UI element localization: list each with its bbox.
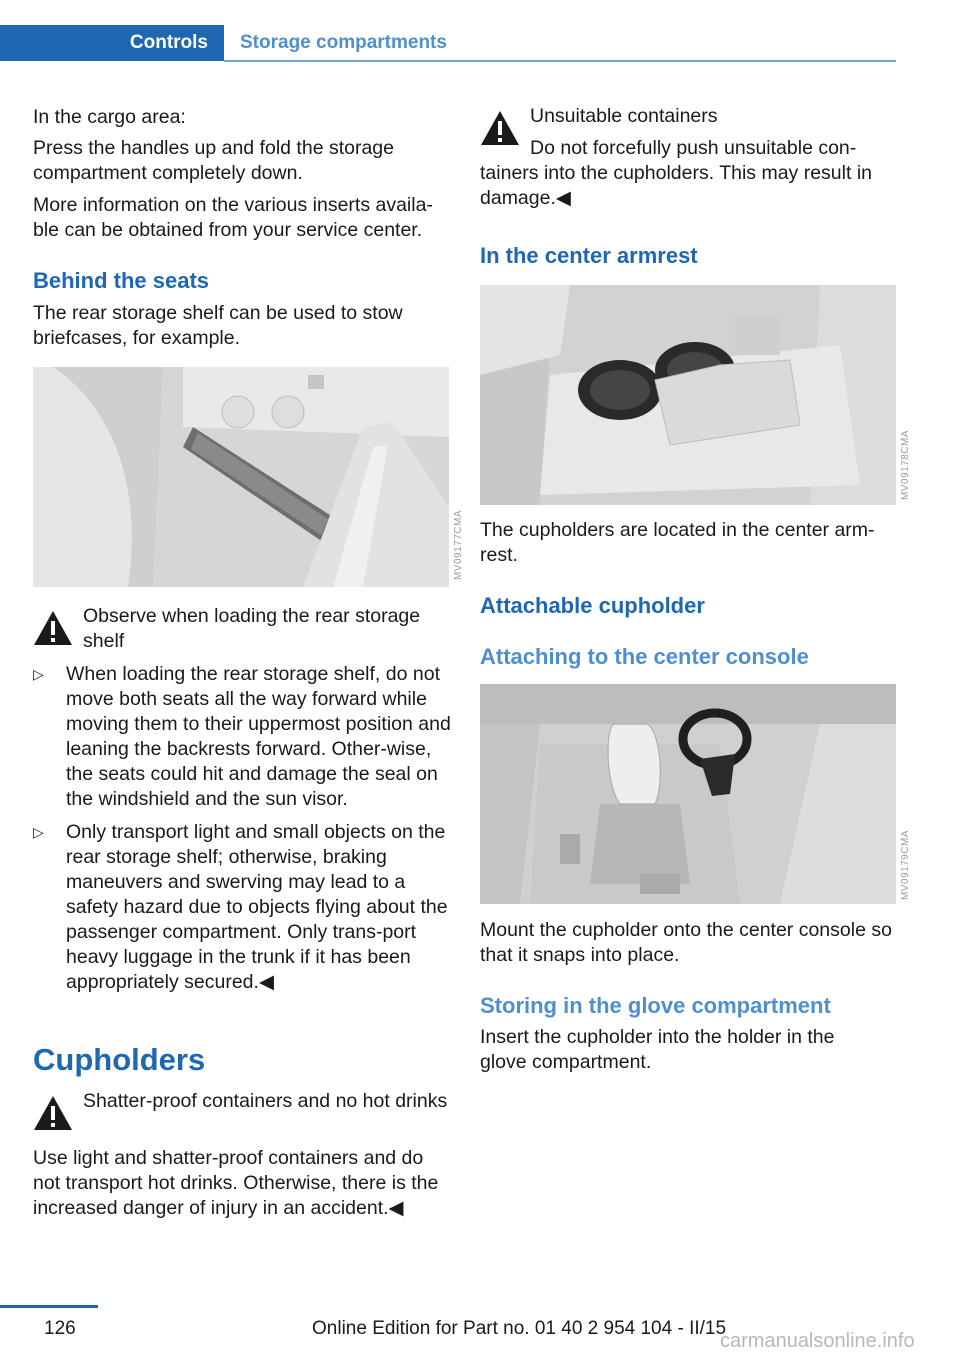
paragraph-unsuitable-containers: Do not forcefully push unsuitable con-tainers into the cupholders. This may result in damage.◀	[480, 137, 872, 209]
heading-cupholders: Cupholders	[33, 1042, 206, 1077]
warning-triangle-icon	[33, 1095, 73, 1131]
warning-unsuitable-title: Unsuitable containers	[530, 105, 718, 127]
photo-code-2: MV09178CMA	[900, 430, 911, 501]
armrest-illustration	[480, 285, 896, 505]
paragraph-rear-shelf: The rear storage shelf can be used to stow briefcases, for example.	[33, 302, 403, 349]
paragraph-insert-cupholder: Insert the cupholder into the holder in the glove compartment.	[480, 1026, 835, 1073]
page-number: 126	[44, 1318, 76, 1339]
bullet-arrow-icon: ▷	[33, 666, 44, 682]
footer-divider	[0, 1305, 98, 1308]
warning-triangle-icon	[33, 610, 73, 646]
paragraph-more-info: More information on the various inserts availa-ble can be obtained from your service center.	[33, 194, 433, 241]
heading-center-armrest: In the center armrest	[480, 243, 698, 268]
paragraph-mount-cupholder: Mount the cupholder onto the center console so that it snaps into place.	[480, 919, 892, 966]
bullet-text: When loading the rear storage shelf, do not move both seats all the way forward while moving them to their uppermost position and leaning the backrests forward. Other-wise, the seats could hit and damage the seal on the windshield and the sun visor.	[66, 663, 451, 810]
rear-shelf-illustration	[33, 367, 449, 587]
paragraph-cargo-area: In the cargo area:	[33, 106, 186, 128]
photo-attachable-cupholder	[480, 684, 896, 904]
heading-behind-seats: Behind the seats	[33, 268, 210, 293]
heading-glove-compartment: Storing in the glove compartment	[480, 993, 831, 1018]
photo-code-1: MV09177CMA	[453, 510, 464, 581]
section-tab: Controls	[0, 25, 224, 61]
photo-code-3: MV09179CMA	[900, 830, 911, 901]
header-divider	[224, 60, 896, 62]
heading-attaching-console: Attaching to the center console	[480, 644, 809, 669]
console-illustration	[480, 684, 896, 904]
photo-rear-storage-shelf	[33, 367, 449, 587]
warning-shatter-proof-title: Shatter-proof containers and no hot drinks	[83, 1090, 448, 1112]
heading-attachable-cupholder: Attachable cupholder	[480, 593, 705, 618]
warning-rear-shelf-title: Observe when loading the rear storage shelf	[83, 605, 421, 652]
edition-text: Online Edition for Part no. 01 40 2 954 104 - II/15	[312, 1318, 727, 1339]
photo-center-armrest-cupholders	[480, 285, 896, 505]
bullet-arrow-icon: ▷	[33, 824, 44, 840]
paragraph-press-handles: Press the handles up and fold the storage compartment completely down.	[33, 137, 394, 184]
bullet-text: Only transport light and small objects on the rear storage shelf; otherwise, braking maneuvers and swerving may lead to a safety hazard due to objects flying about the passenger compartment. Only trans-port heavy luggage in the trunk if it has been appropriately secured.◀	[66, 821, 448, 993]
page-title: Storage compartments	[240, 32, 447, 53]
watermark: carmanualsonline.info	[720, 1330, 915, 1352]
paragraph-cupholders-location: The cupholders are located in the center arm-rest.	[480, 519, 875, 566]
paragraph-light-containers: Use light and shatter-proof containers and do not transport hot drinks. Otherwise, there is the increased danger of injury in an accident.◀	[33, 1147, 439, 1219]
